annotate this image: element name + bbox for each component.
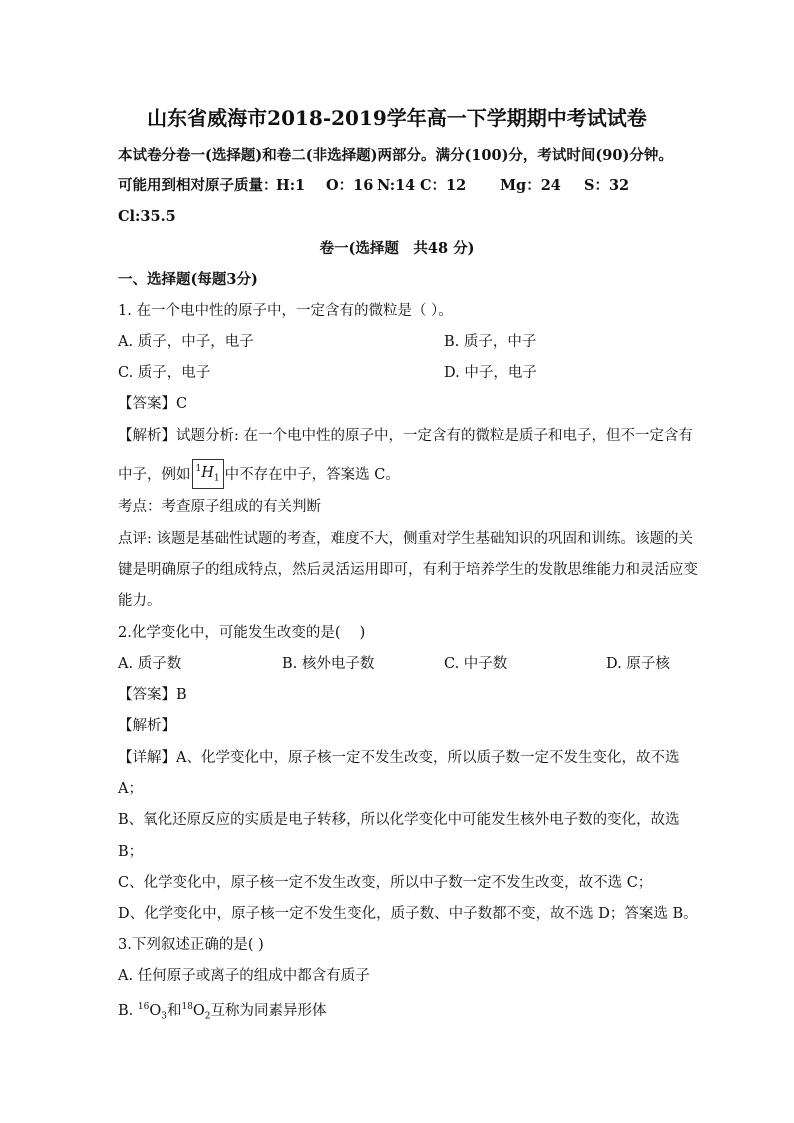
- q1-option-b: B. 质子，中子: [444, 334, 537, 350]
- q3-option-a: A. 任何原子或离子的组成中都含有质子: [118, 968, 370, 984]
- part-one-heading: 卷一(选择题 共48 分): [319, 240, 475, 257]
- q2-stem: 2.化学变化中，可能发生改变的是( ): [118, 625, 366, 641]
- q2-detail-3: C、化学变化中，原子核一定不发生改变，所以中子数一定不发生改变，故不选 C；: [118, 875, 653, 891]
- mass-o: O：16: [326, 177, 374, 194]
- q2-option-b: B. 核外电子数: [282, 656, 375, 672]
- q1-option-c: C. 质子，电子: [118, 365, 211, 381]
- q2-answer: 【答案】B: [118, 687, 187, 703]
- page-title: 山东省威海市2018-2019学年高一下学期期中考试试卷: [147, 106, 647, 130]
- mass-c: C：12: [420, 177, 467, 194]
- q1-analysis-post: 中不存在中子，答案选 C。: [224, 466, 400, 483]
- q2-detail-1b: A；: [118, 781, 143, 797]
- q3-stem: 3.下列叙述正确的是( ): [118, 937, 264, 953]
- mass-mg: Mg：24: [500, 177, 561, 194]
- atomic-mass-label: 可能用到相对原子质量：: [118, 177, 278, 194]
- q2-jiexi: 【解析】: [118, 718, 176, 734]
- isotope-2-mass: 18: [181, 1002, 193, 1012]
- mass-s: S：32: [584, 177, 630, 194]
- q2-option-c: C. 中子数: [444, 656, 508, 672]
- q1-dianping-3: 能力。: [118, 593, 162, 609]
- q2-option-d: D. 原子核: [606, 656, 670, 672]
- q2-detail-2b: B；: [118, 844, 144, 860]
- q2-detail-4: D、化学变化中，原子核一定不发生变化，质子数、中子数都不变，故不选 D；答案选 B。: [118, 906, 698, 922]
- q1-dianping-2: 键是明确原子的组成特点，然后灵活运用即可，有利于培养学生的发散思维能力和灵活应变: [118, 562, 698, 578]
- q2-detail-1: 【详解】A、化学变化中，原子核一定不发生改变，所以质子数一定不发生变化，故不选: [118, 750, 680, 766]
- q1-stem: 1. 在一个电中性的原子中，一定含有的微粒是（ ）。: [118, 303, 453, 319]
- mass-cl: Cl:35.5: [118, 208, 176, 225]
- q1-kaodian: 考点：考查原子组成的有关判断: [118, 499, 321, 515]
- section-one-heading: 一、选择题(每题3分): [118, 271, 258, 288]
- q1-analysis-line2: [118, 460, 400, 490]
- q1-dianping-1: 点评: 该题是基础性试题的考查，难度不大，侧重对学生基础知识的巩固和训练。该题的关: [118, 531, 693, 547]
- q1-option-d: D. 中子，电子: [444, 365, 537, 381]
- hydrogen-isotope-formula: $^1H_1$: [192, 459, 224, 489]
- isotope-1-mass: 16: [137, 1002, 150, 1012]
- q1-analysis-line1: 【解析】试题分析: 在一个电中性的原子中，一定含有的微粒是质子和电子，但不一定含有: [118, 428, 693, 444]
- q2-option-a: A. 质子数: [118, 656, 182, 672]
- q1-answer: 【答案】C: [118, 396, 188, 412]
- exam-intro: 本试卷分卷一(选择题)和卷二(非选择题)两部分。满分(100)分，考试时间(90)分钟。: [118, 147, 673, 164]
- q1-option-a: A. 质子，中子，电子: [118, 334, 254, 350]
- q1-analysis-pre: 中子，例如: [118, 466, 191, 483]
- q2-detail-2: B、氧化还原反应的实质是电子转移，所以化学变化中可能发生核外电子数的变化，故选: [118, 812, 680, 828]
- mass-n: N:14: [377, 177, 416, 194]
- mass-h: H:1: [276, 177, 306, 194]
- q3-option-b: B. $^{16}O_3$和$^{18}O_2$互称为同素异形体: [118, 1002, 327, 1022]
